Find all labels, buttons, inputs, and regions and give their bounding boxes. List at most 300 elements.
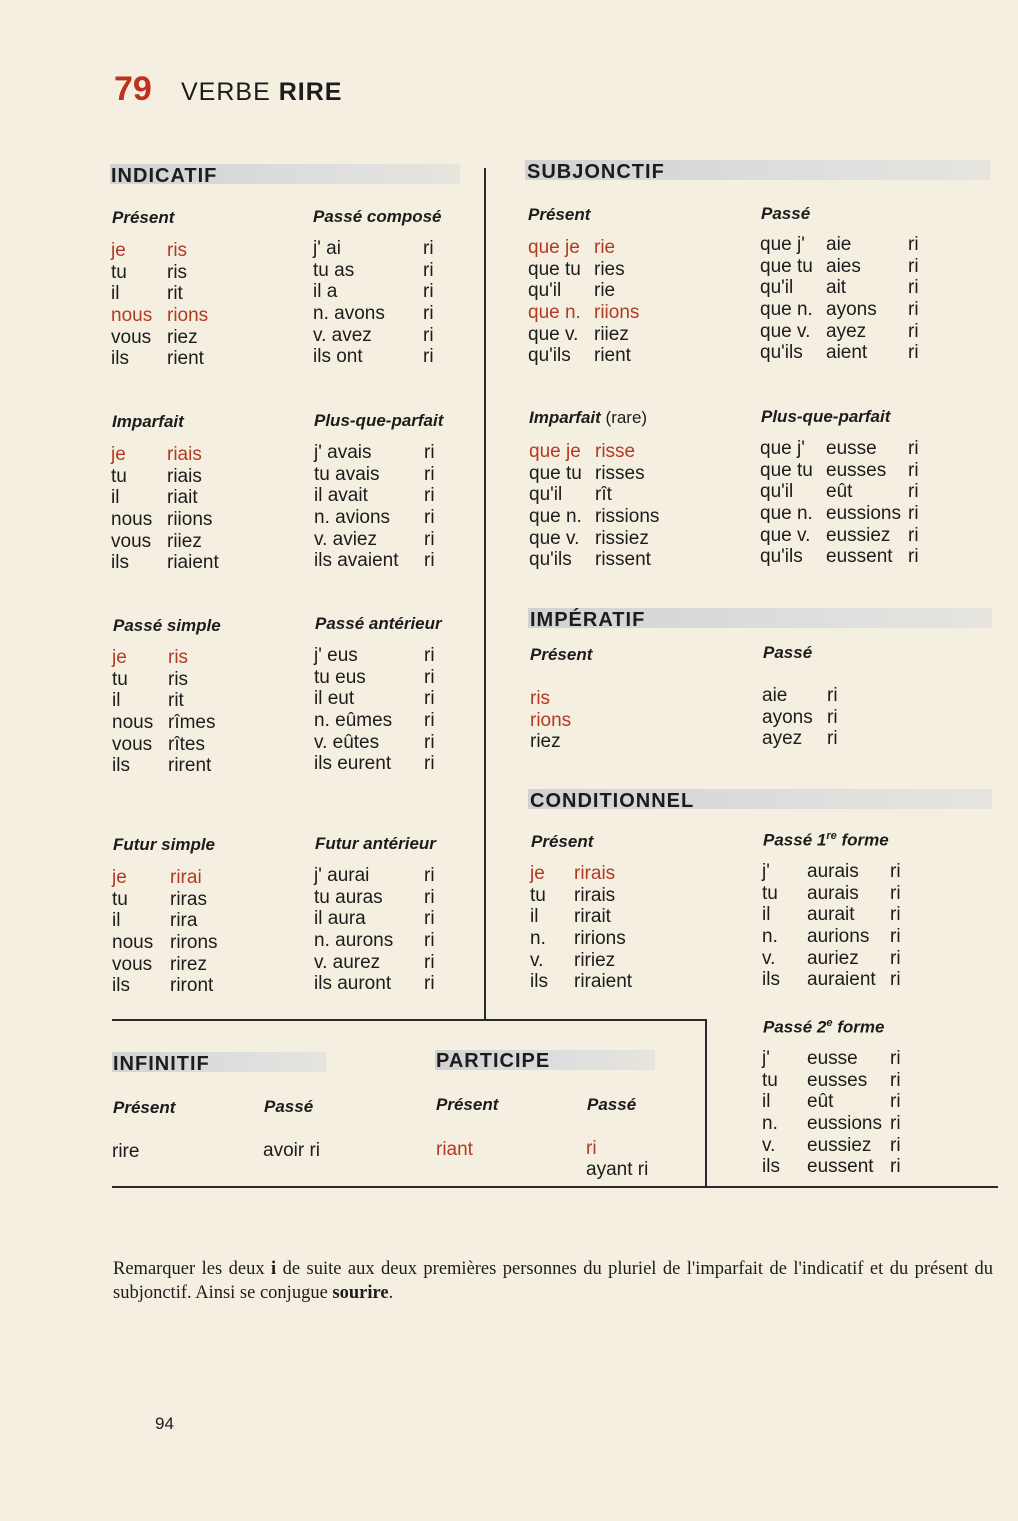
conjugation-row [760,299,930,321]
conjugation-p: nous [111,509,153,531]
conjugation-row [112,932,262,954]
imp-passe-label: Passé [763,643,813,662]
conjugation-p: il [111,487,120,509]
conjugation-a: ayez [762,728,803,750]
conjugation-a: eût [807,1091,834,1113]
conjugation-p: que v. [760,320,811,342]
conjugation-p: qu'il [528,280,562,302]
conjugation-p: ils [111,348,129,370]
cond-present-table [530,863,680,993]
conjugation-p: j' [762,1048,770,1069]
conjugation-f: rissent [595,549,651,571]
conjugation-p: je [111,240,126,261]
conjugation-p: il [530,906,539,928]
conjugation-p: n. [762,1113,778,1135]
conjugation-p: nous [112,932,154,954]
conjugation-row [314,973,454,995]
conjugation-f: rit [168,690,184,712]
conjugation-f: rîmes [168,712,216,734]
conjugation-row [111,283,261,305]
conjugation-row [314,952,454,974]
conjugation-f: rissions [595,506,660,528]
conjugation-p: ri [424,645,435,666]
conjugation-row [112,669,262,691]
conjugation-pp: ri [890,1048,901,1069]
conjugation-f: rirai [170,867,202,888]
conjugation-a: il a [313,281,338,303]
conjugation-row [313,260,453,282]
note-bold-verb: sourire [332,1283,389,1303]
conjugation-f: riez [167,326,198,348]
conjugation-a: tu auras [314,886,383,908]
conjugation-p: il [762,1091,771,1113]
conjugation-a: il avait [314,485,368,507]
ind-passe-compose-table [313,238,453,368]
conjugation-p: que je [528,237,580,258]
conjugation-row [111,327,261,349]
sub-imparfait-label [529,408,647,428]
ind-imparfait-label: Imparfait [112,412,184,431]
conjugation-p: qu'il [760,481,794,503]
conjugation-row [762,707,862,729]
conjugation-a: auriez [807,947,859,969]
conjugation-pp: ri [890,926,901,948]
conjugation-pp: ri [890,1091,901,1113]
conjugation-row [760,481,930,503]
cond-passe2-label: Passé 2e forme [763,1017,885,1037]
conjugation-a: tu as [313,259,355,281]
conjugation-row [528,280,688,302]
conjugation-p: ri [424,688,435,710]
conjugation-a: ayez [826,320,867,342]
conjugation-row [762,1070,912,1092]
conjugation-a: eussions [826,503,901,525]
conjugation-p: vous [112,733,153,755]
conjugation-row [314,865,454,887]
conjugation-row [111,552,261,574]
sub-imparfait-name: Imparfait [529,408,601,427]
conjugation-row [314,550,454,572]
ind-passe-anterieur-label: Passé antérieur [315,614,442,633]
conjugation-p: ri [424,550,435,572]
conjugation-a: aie [762,685,788,706]
conjugation-f: rirais [574,884,616,906]
conjugation-row [111,262,261,284]
conjugation-p: n. [762,926,778,948]
conjugation-p: v. [762,1134,776,1156]
ind-plus-que-parfait-table [314,442,454,572]
conjugation-row [111,305,261,327]
conjugation-a: v. eûtes [314,731,380,753]
conjugation-row [313,346,453,368]
conjugation-row [314,710,454,732]
conjugation-a: eusses [826,459,887,481]
verb-name: RIRE [278,78,343,106]
conjugation-p: que n. [760,299,813,321]
conjugation-a: n. eûmes [314,710,393,732]
conjugation-a: n. aurons [314,930,394,952]
conjugation-a: ils eurent [314,753,392,775]
conjugation-p: ri [423,259,434,281]
conjugation-a: tu eus [314,666,366,688]
conjugation-pp: ri [890,1069,901,1091]
conjugation-p: nous [112,712,154,734]
conjugation-f: riraient [574,971,633,993]
conjugation-row [313,303,453,325]
conjugation-row [760,460,930,482]
conjugation-f: riront [170,975,214,997]
conjugation-p: que j' [760,438,805,459]
conjugation-p: ri [424,710,435,732]
conjugation-f: riras [170,888,207,910]
conjugation-f: rirent [168,755,212,777]
cond-passe2-table [762,1048,912,1178]
conjugation-row [111,240,261,262]
conjugation-a: n. avons [313,303,385,325]
conjugation-row [529,441,689,463]
conjugation-row [762,1048,912,1070]
verb-label: VERBE [181,78,271,106]
subjonctif-heading: SUBJONCTIF [527,161,665,183]
conjugation-f: rirais [574,863,616,884]
conjugation-f: rissiez [595,527,649,549]
conjugation-row [314,887,454,909]
conjugation-row [529,506,689,528]
conjugation-f: rira [170,910,198,932]
conjugation-a: eussions [807,1113,882,1135]
conjugation-a: il eut [314,688,355,710]
conjugation-p: ri [424,908,435,930]
conjugation-pp: ri [890,1156,901,1178]
imp-passe-table [762,685,862,750]
conjugation-p: que n. [529,506,582,528]
conjugation-a: v. avez [313,324,372,346]
conjugation-row [530,971,680,993]
ind-present-table [111,240,261,370]
conjugation-row [762,948,912,970]
column-divider [484,168,486,1020]
conjugation-a: aient [826,342,868,364]
conjugation-pp: ri [890,969,901,991]
conjugation-f: ris [168,668,189,690]
conjugation-row [314,442,454,464]
conjugation-row [529,528,689,550]
conjugation-pp: ri [908,255,919,277]
conjugation-a: eusse [826,438,877,459]
conjugation-f: rirons [170,932,218,954]
conjugation-row [111,466,261,488]
conjugation-f: rions [167,305,209,327]
conjugation-a: aurait [807,904,855,926]
conjugation-pp: ri [890,882,901,904]
conjugation-p: ri [423,238,434,259]
conjugation-a: eussiez [826,524,891,546]
conjugation-row [530,885,680,907]
conjugation-pp: ri [908,277,919,299]
conjugation-p: qu'ils [760,342,803,364]
conjugation-p: qu'ils [760,546,803,568]
conjugation-a: tu avais [314,463,380,485]
conjugation-p: qu'il [529,484,563,506]
conjugation-a: ils avaient [314,550,399,572]
conjugation-row [112,910,262,932]
conjugation-p: ils [762,969,780,991]
sub-present-table [528,237,688,367]
conjugation-row [112,954,262,976]
conjugation-pp: ri [890,861,901,882]
conjugation-pp: ri [890,1113,901,1135]
part-passe-compound: ayant ri [586,1159,649,1180]
conjugation-a: ils ont [313,346,363,368]
sub-plus-que-parfait-label: Plus-que-parfait [761,407,891,426]
conjugation-p: v. [530,949,544,971]
conjugation-row [762,926,912,948]
conjugation-a: j' avais [314,442,372,463]
conjugation-a: ils auront [314,973,392,995]
conjugation-row [314,464,454,486]
conjugation-f: rit [167,283,183,305]
conjugation-a: eût [826,481,853,503]
conjugation-f: rie [594,280,616,302]
conjugation-row [762,1091,912,1113]
conjugation-f: riais [167,444,202,465]
conjugation-p: ri [827,706,838,728]
conjugation-row [112,647,262,669]
conjugation-p: tu [530,884,546,906]
ind-passe-simple-table [112,647,262,777]
conjugation-row [762,728,862,750]
conjugation-p: j' [762,861,770,882]
conjugation-p: ri [424,507,435,529]
conjugation-row [112,755,262,777]
conjugation-row [112,867,262,889]
conjugation-pp: ri [908,320,919,342]
conjugation-p: vous [111,530,152,552]
conjugation-p: ils [111,552,129,574]
page-number: 94 [155,1414,174,1433]
conjugation-row [112,975,262,997]
conjugation-f: ris [530,688,551,709]
conjugation-pp: ri [908,503,919,525]
ind-passe-compose-label: Passé composé [313,207,442,226]
conjugation-a: j' eus [314,645,358,666]
conditionnel-heading: CONDITIONNEL [530,790,695,812]
conjugation-pp: ri [908,459,919,481]
conjugation-row [530,928,680,950]
conjugation-f: riions [594,302,640,324]
conjugation-pp: ri [908,546,919,568]
conjugation-f: riais [167,465,202,487]
conjugation-row [529,463,689,485]
conjugation-p: tu [111,261,127,283]
conjugation-p: que tu [529,462,582,484]
infinitif-heading: INFINITIF [113,1053,210,1075]
conjugation-a: eussent [826,546,893,568]
page-title [181,78,342,107]
imperatif-heading: IMPÉRATIF [530,609,646,631]
conjugation-row [314,753,454,775]
conjugation-a: eussent [807,1156,874,1178]
conjugation-f: rient [594,345,631,367]
conjugation-p: ri [424,463,435,485]
conjugation-row [112,734,262,756]
conjugation-p: il [112,690,121,712]
conjugation-p: ri [827,728,838,750]
conjugation-f: rions [530,709,572,731]
conjugation-row [762,861,912,883]
conjugation-f: rirait [574,906,611,928]
conjugation-p: qu'il [760,277,794,299]
conjugation-number: 79 [114,70,152,108]
conjugation-a: ait [826,277,847,299]
conjugation-row [314,667,454,689]
note-bold-i: i [271,1259,277,1279]
conjugation-row [762,969,912,991]
conjugation-p: il [111,283,120,305]
cond-passe1-label: Passé 1re forme [763,830,889,850]
conjugation-row [760,277,930,299]
conjugation-row [111,509,261,531]
conjugation-p: vous [112,953,153,975]
participe-heading: PARTICIPE [436,1050,551,1072]
conjugation-p: ri [423,281,434,303]
conjugation-p: que tu [528,258,581,280]
conjugation-a: aies [826,255,861,277]
conjugation-p: il [762,904,771,926]
sub-passe-table [760,234,930,364]
conjugation-p: que tu [760,255,813,277]
conjugation-row [313,281,453,303]
imp-present-label: Présent [530,645,593,664]
conjugation-row [760,256,930,278]
conjugation-a: eusse [807,1048,858,1069]
conjugation-p: je [530,863,545,884]
conjugation-row [528,302,688,324]
conjugation-row [112,712,262,734]
ind-imparfait-table [111,444,261,574]
inf-passe-value: avoir ri [263,1140,321,1161]
conjugation-p: v. [762,947,776,969]
conjugation-p: que n. [528,302,581,324]
ind-futur-simple-label: Futur simple [113,835,216,854]
conjugation-a: aie [826,234,852,255]
conjugation-row [762,685,862,707]
conjugation-p: ils [530,971,548,993]
inf-passe-label: Passé [264,1097,314,1116]
conjugation-row [530,863,680,885]
conjugation-a: aurais [807,861,859,882]
conjugation-row [314,732,454,754]
conjugation-f: rie [594,237,616,258]
conjugation-p: que v. [760,524,811,546]
conjugation-p: il [112,910,121,932]
conjugation-a: j' ai [313,238,341,259]
conjugation-row [530,710,630,732]
conjugation-p: ri [424,528,435,550]
conjugation-p: ri [424,951,435,973]
conjugation-f: riait [167,487,198,509]
conjugation-f: ris [168,647,189,668]
conjugation-p: que je [529,441,581,462]
part-passe-label: Passé [587,1095,637,1114]
conjugation-p: ri [424,886,435,908]
ind-present-label: Présent [112,208,175,227]
conjugation-p: que v. [529,527,580,549]
conjugation-pp: ri [908,524,919,546]
conjugation-f: riiez [167,530,202,552]
conjugation-a: v. aviez [314,528,378,550]
conjugation-p: tu [111,465,127,487]
conjugation-row [760,342,930,364]
conjugation-pp: ri [908,481,919,503]
conjugation-row [760,503,930,525]
conjugation-row [530,906,680,928]
ind-passe-anterieur-table [314,645,454,775]
conjugation-row [112,690,262,712]
conjugation-row [528,345,688,367]
conjugation-p: ils [762,1156,780,1178]
part-present-value: riant [436,1139,473,1160]
ind-futur-anterieur-label: Futur antérieur [315,834,436,853]
indicatif-heading: INDICATIF [111,165,218,187]
conjugation-row [314,529,454,551]
conjugation-a: j' aurai [314,865,370,886]
conjugation-pp: ri [908,438,919,459]
conjugation-p: tu [762,882,778,904]
usage-note [113,1257,993,1305]
conjugation-row [530,731,630,753]
conjugation-f: rient [167,348,204,370]
bottom-box-right-rule [705,1019,707,1188]
conjugation-p: nous [111,305,153,327]
part-present-label: Présent [436,1095,499,1114]
conjugation-pp: ri [908,234,919,255]
conjugation-p: je [112,867,127,888]
conjugation-p: ri [424,973,435,995]
part-passe-value: ri [586,1138,597,1159]
conjugation-p: ri [423,303,434,325]
conjugation-row [760,321,930,343]
conjugation-row [314,688,454,710]
bottom-box-top-rule [112,1019,706,1021]
bottom-rule [112,1186,998,1188]
conjugation-f: riaient [167,552,219,574]
conjugation-a: n. avions [314,507,391,529]
conjugation-f: ririons [574,928,626,950]
conjugation-p: ri [424,485,435,507]
sub-passe-label: Passé [761,204,811,223]
conjugation-p: ils [112,975,130,997]
conjugation-p: ri [424,753,435,775]
imp-present-table [530,688,630,753]
conjugation-p: que j' [760,234,805,255]
conjugation-pp: ri [908,342,919,364]
conjugation-p: je [112,647,127,668]
cond-passe1-table [762,861,912,991]
conjugation-p: ri [424,930,435,952]
conjugation-f: risses [595,462,645,484]
note-part1: Remarquer les deux [113,1259,265,1279]
cond-present-label: Présent [531,832,594,851]
conjugation-row [760,234,930,256]
conjugation-a: il aura [314,908,366,930]
conjugation-pp: ri [890,1134,901,1156]
conjugation-row [111,487,261,509]
conjugation-row [528,324,688,346]
conjugation-pp: ri [908,299,919,321]
conjugation-p: qu'ils [528,345,571,367]
conjugation-p: ri [424,666,435,688]
